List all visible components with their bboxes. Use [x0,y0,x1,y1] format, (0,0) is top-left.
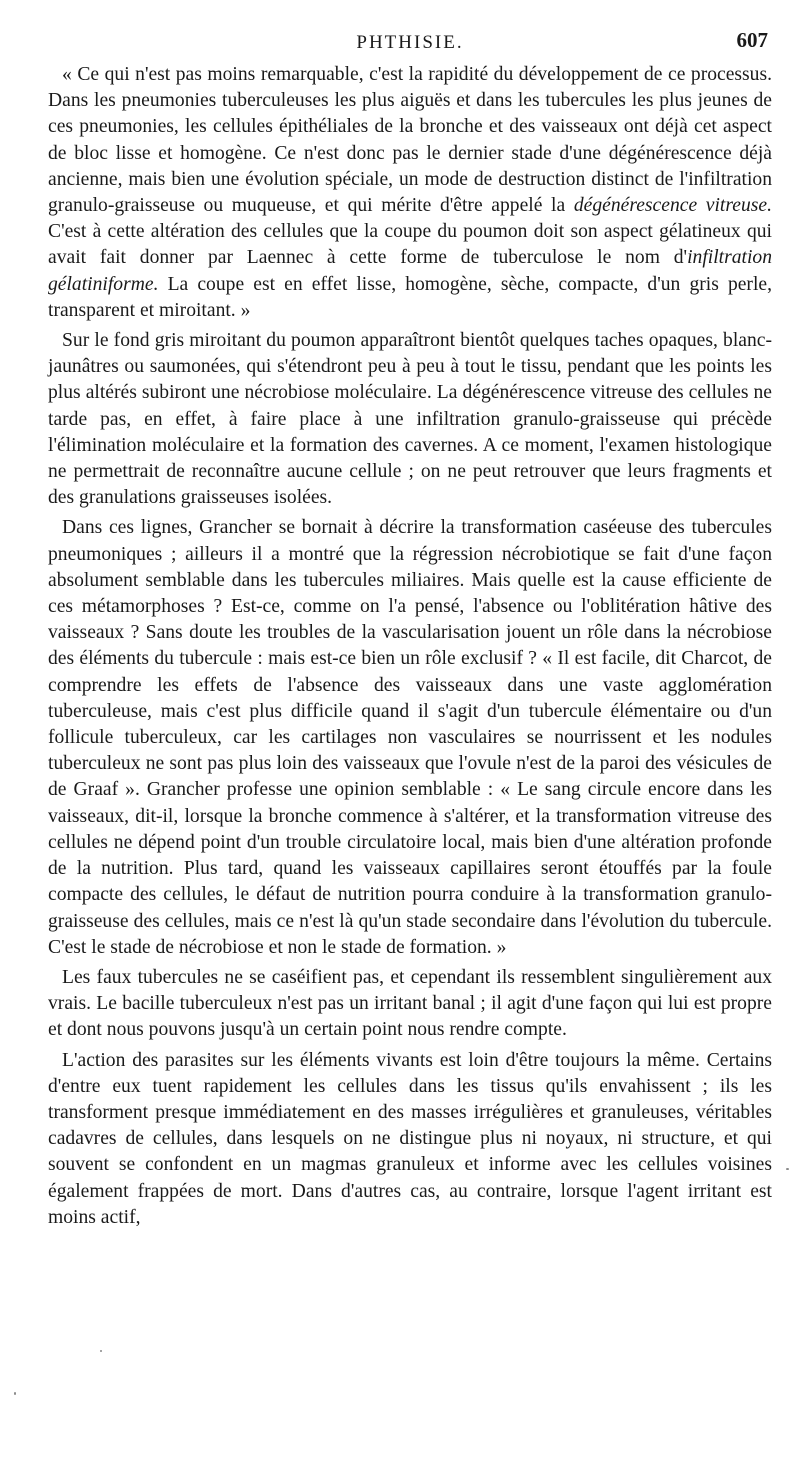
book-page [48,28,772,1235]
text-run: Dans ces lignes, Grancher se bornait à décrire la transformation caséeuse des tubercules pneumoniques ; ailleurs il a montré que la régression nécrobiotique se fait d'une façon absolument semblable dans les tubercules miliaires. Mais quelle est la cause efficiente de ces métamorphoses ? Est-ce, comme on l'a pensé, l'absence ou l'oblitération hâtive des vaisseaux ? Sans doute les troubles de la vascularisation jouent un rôle dans la nécrobiose des éléments du tubercule : mais est-ce bien un rôle exclusif ? « Il est facile, dit Charcot, de comprendre les effets de l'absence des vaisseaux dans une vaste agglomération tuberculeuse, mais c'est plus difficile quand il s'agit d'un tubercule élémentaire ou d'un follicule tuberculeux, car les cartilages non vasculaires se nourrissent et les nodules tuberculeux ne sont pas plus loin des vaisseaux que l'ovule n'est de la paroi des vésicules de de Graaf ». Grancher professe une opinion semblable : « Le sang circule encore dans les vaisseaux, dit-il, lorsque la bronche commence à s'altérer, et la transformation vitreuse des cellules ne dépend point d'un trouble circulatoire local, mais bien d'une altération profonde de la nutrition. Plus tard, quand les vaisseaux capillaires seront étouffés par la foule compacte des cellules, le défaut de nutrition pourra conduire à la transformation granulo-graisseuse des cellules, mais ce n'est là qu'un stade secondaire dans l'évolution du tubercule. C'est le stade de nécrobiose et non le stade de formation. » [48,517,772,958]
running-title: PHTHISIE. [356,32,464,53]
text-run: C'est à cette altération des cellules que la coupe du poumon doit son aspect gélatineux qui avait fait donner par Laennec à cette forme de tuberculose le nom d' [48,221,772,269]
page-number: 607 [736,28,768,52]
paragraph [48,328,772,511]
text-run: La coupe est en effet lisse, homogène, sèche, compacte, d'un gris perle, transparent et miroitant. » [48,273,772,321]
paragraph [48,62,772,324]
running-head [48,28,772,62]
text-run: « Ce qui n'est pas moins remarquable, c'est la rapidité du développement de ce processus. Dans les pneumonies tuberculeuses les plus aiguës et dans les tubercules les plus jeunes de ces pneumonies, les cellules épithéliales de la bronche et des vaisseaux ont déjà cet aspect de bloc lisse et homogène. Ce n'est donc pas le dernier stade d'une dégénérescence déjà ancienne, mais bien une évolution spéciale, un mode de destruction distinct de l'infiltration granulo-graisseuse ou muqueuse, et qui mérite d'être appelé la [48,64,772,217]
italic-term: dégénérescence vitreuse. [573,195,772,217]
body-text [48,62,772,1231]
paragraph [48,515,772,960]
italic-term: infiltration gélatiniforme. [48,247,772,295]
scan-speck [14,1392,16,1395]
text-run: L'action des parasites sur les éléments vivants est loin d'être toujours la même. Certains d'entre eux tuent rapidement les cellules dans les tissus qu'ils envahissent ; ils les transforment presque immédiatement en des masses irrégulières et granuleuses, véritables cadavres de cellules, dans lesquels on ne distingue plus ni noyaux, ni structure, et qui souvent se confondent en un magmas granuleux et informe avec les cellules voisines également frappées de mort. Dans d'autres cas, au contraire, lorsque l'agent irritant est moins actif, [48,1049,772,1228]
scan-speck [100,1350,102,1352]
paragraph [48,965,772,1044]
text-run: Sur le fond gris miroitant du poumon apparaîtront bientôt quelques taches opaques, blanc-jaunâtres ou saumonées, qui s'étendront peu à peu à tout le tissu, pendant que les points les plus altérés subiront une nécrobiose moléculaire. La dégénérescence vitreuse des cellules ne tarde pas, en effet, à faire place à une infiltration granulo-graisseuse qui précède l'élimination moléculaire et la formation des cavernes. A ce moment, l'examen histologique ne permettrait de reconnaître aucune cellule ; on ne peut retrouver que leurs fragments et des granulations graisseuses isolées. [48,330,772,509]
scan-speck [786,1168,789,1170]
paragraph [48,1048,772,1231]
text-run: Les faux tubercules ne se caséifient pas, et cependant ils ressemblent singulièrement aux vrais. Le bacille tuberculeux n'est pas un irritant banal ; il agit d'une façon qui lui est propre et dont nous pouvons jusqu'à un certain point nous rendre compte. [48,966,772,1041]
